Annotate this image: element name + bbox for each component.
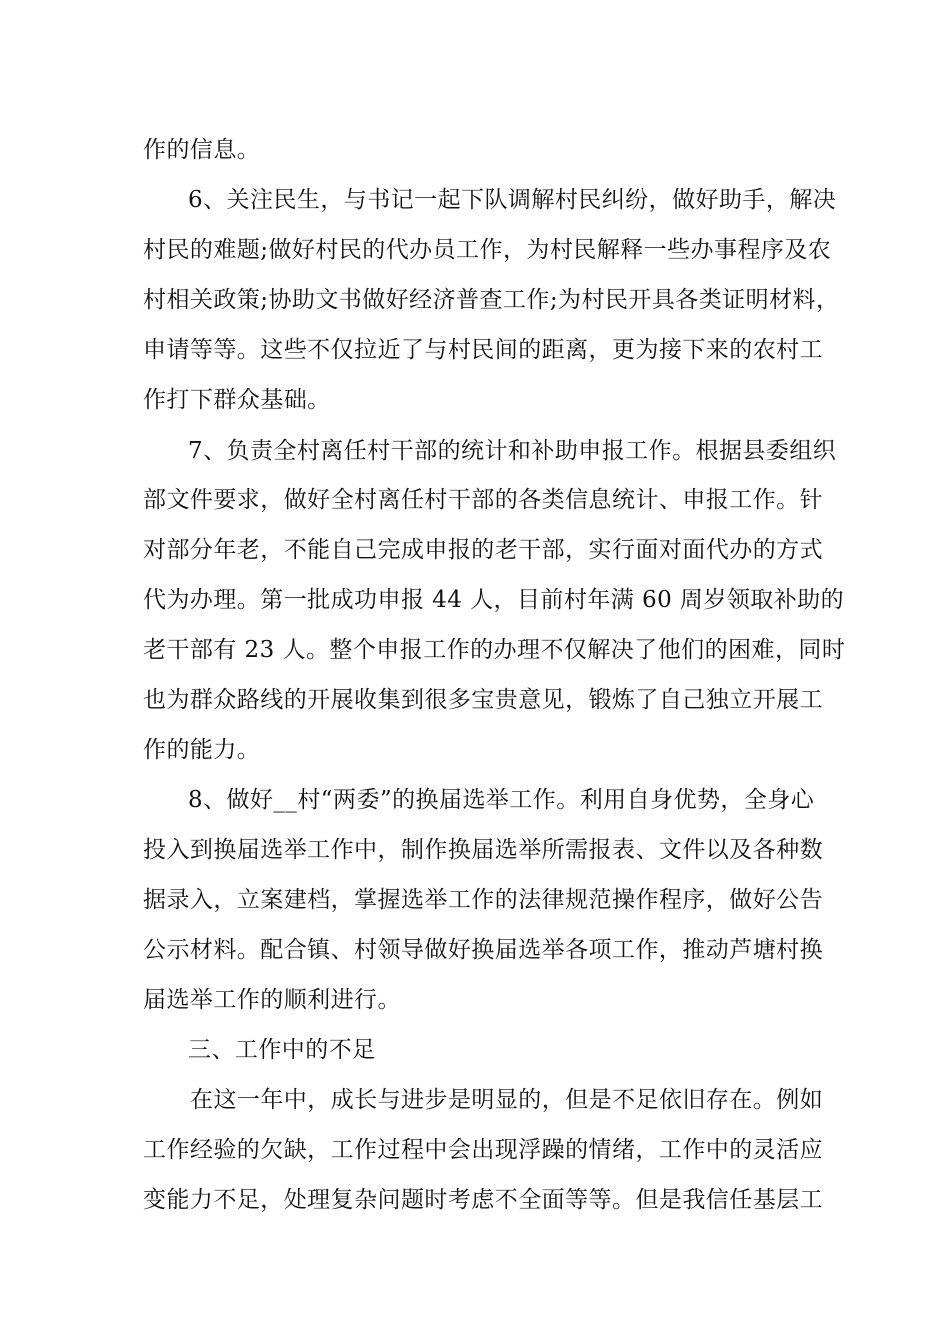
text-line: 申请等等。这些不仅拉近了与村民间的距离，更为接下来的农村工 [143, 337, 824, 363]
text-line: 部文件要求，做好全村离任村干部的各类信息统计、申报工作。针 [143, 487, 824, 513]
text-line: 作打下群众基础。 [143, 387, 331, 413]
text-line: 变能力不足，处理复杂问题时考虑不全面等等。但是我信任基层工 [143, 1187, 824, 1213]
paragraph-deficiency-start: 在这一年中，成长与进步是明显的，但是不足依旧存在。例如 [190, 1087, 824, 1113]
text-line: 代为办理。第一批成功申报 44 人，目前村年满 60 周岁领取补助的 [143, 587, 845, 613]
text-line: 届选举工作的顺利进行。 [143, 987, 401, 1013]
text-line: 老干部有 23 人。整个申报工作的办理不仅解决了他们的困难，同时 [143, 637, 846, 663]
paragraph-8-start: 8、做好__村“两委”的换届选举工作。利用自身优势，全身心 [188, 787, 815, 813]
text-line: 村民的难题;做好村民的代办员工作，为村民解释一些办事程序及农 [143, 237, 832, 263]
paragraph-7-start: 7、负责全村离任村干部的统计和补助申报工作。根据县委组织 [188, 438, 837, 464]
text-line: 公示材料。配合镇、村领导做好换届选举各项工作，推动芦塘村换 [143, 937, 824, 963]
text-line: 也为群众路线的开展收集到很多宝贵意见，锻炼了自己独立开展工 [143, 687, 824, 713]
paragraph-6-start: 6、关注民生，与书记一起下队调解村民纠纷，做好助手，解决 [188, 187, 837, 213]
text-line: 投入到换届选举工作中，制作换届选举所需报表、文件以及各种数 [143, 837, 824, 863]
text-line: 工作经验的欠缺，工作过程中会出现浮躁的情绪，工作中的灵活应 [143, 1137, 824, 1163]
text-line: 作的能力。 [143, 737, 261, 763]
text-line: 对部分年老，不能自己完成申报的老干部，实行面对面代办的方式 [143, 537, 824, 563]
text-line: 据录入，立案建档，掌握选举工作的法律规范操作程序，做好公告 [143, 887, 824, 913]
section-heading: 三、工作中的不足 [188, 1037, 376, 1063]
text-line: 作的信息。 [143, 137, 261, 163]
text-line: 村相关政策;协助文书做好经济普查工作;为村民开具各类证明材料， [143, 287, 840, 313]
